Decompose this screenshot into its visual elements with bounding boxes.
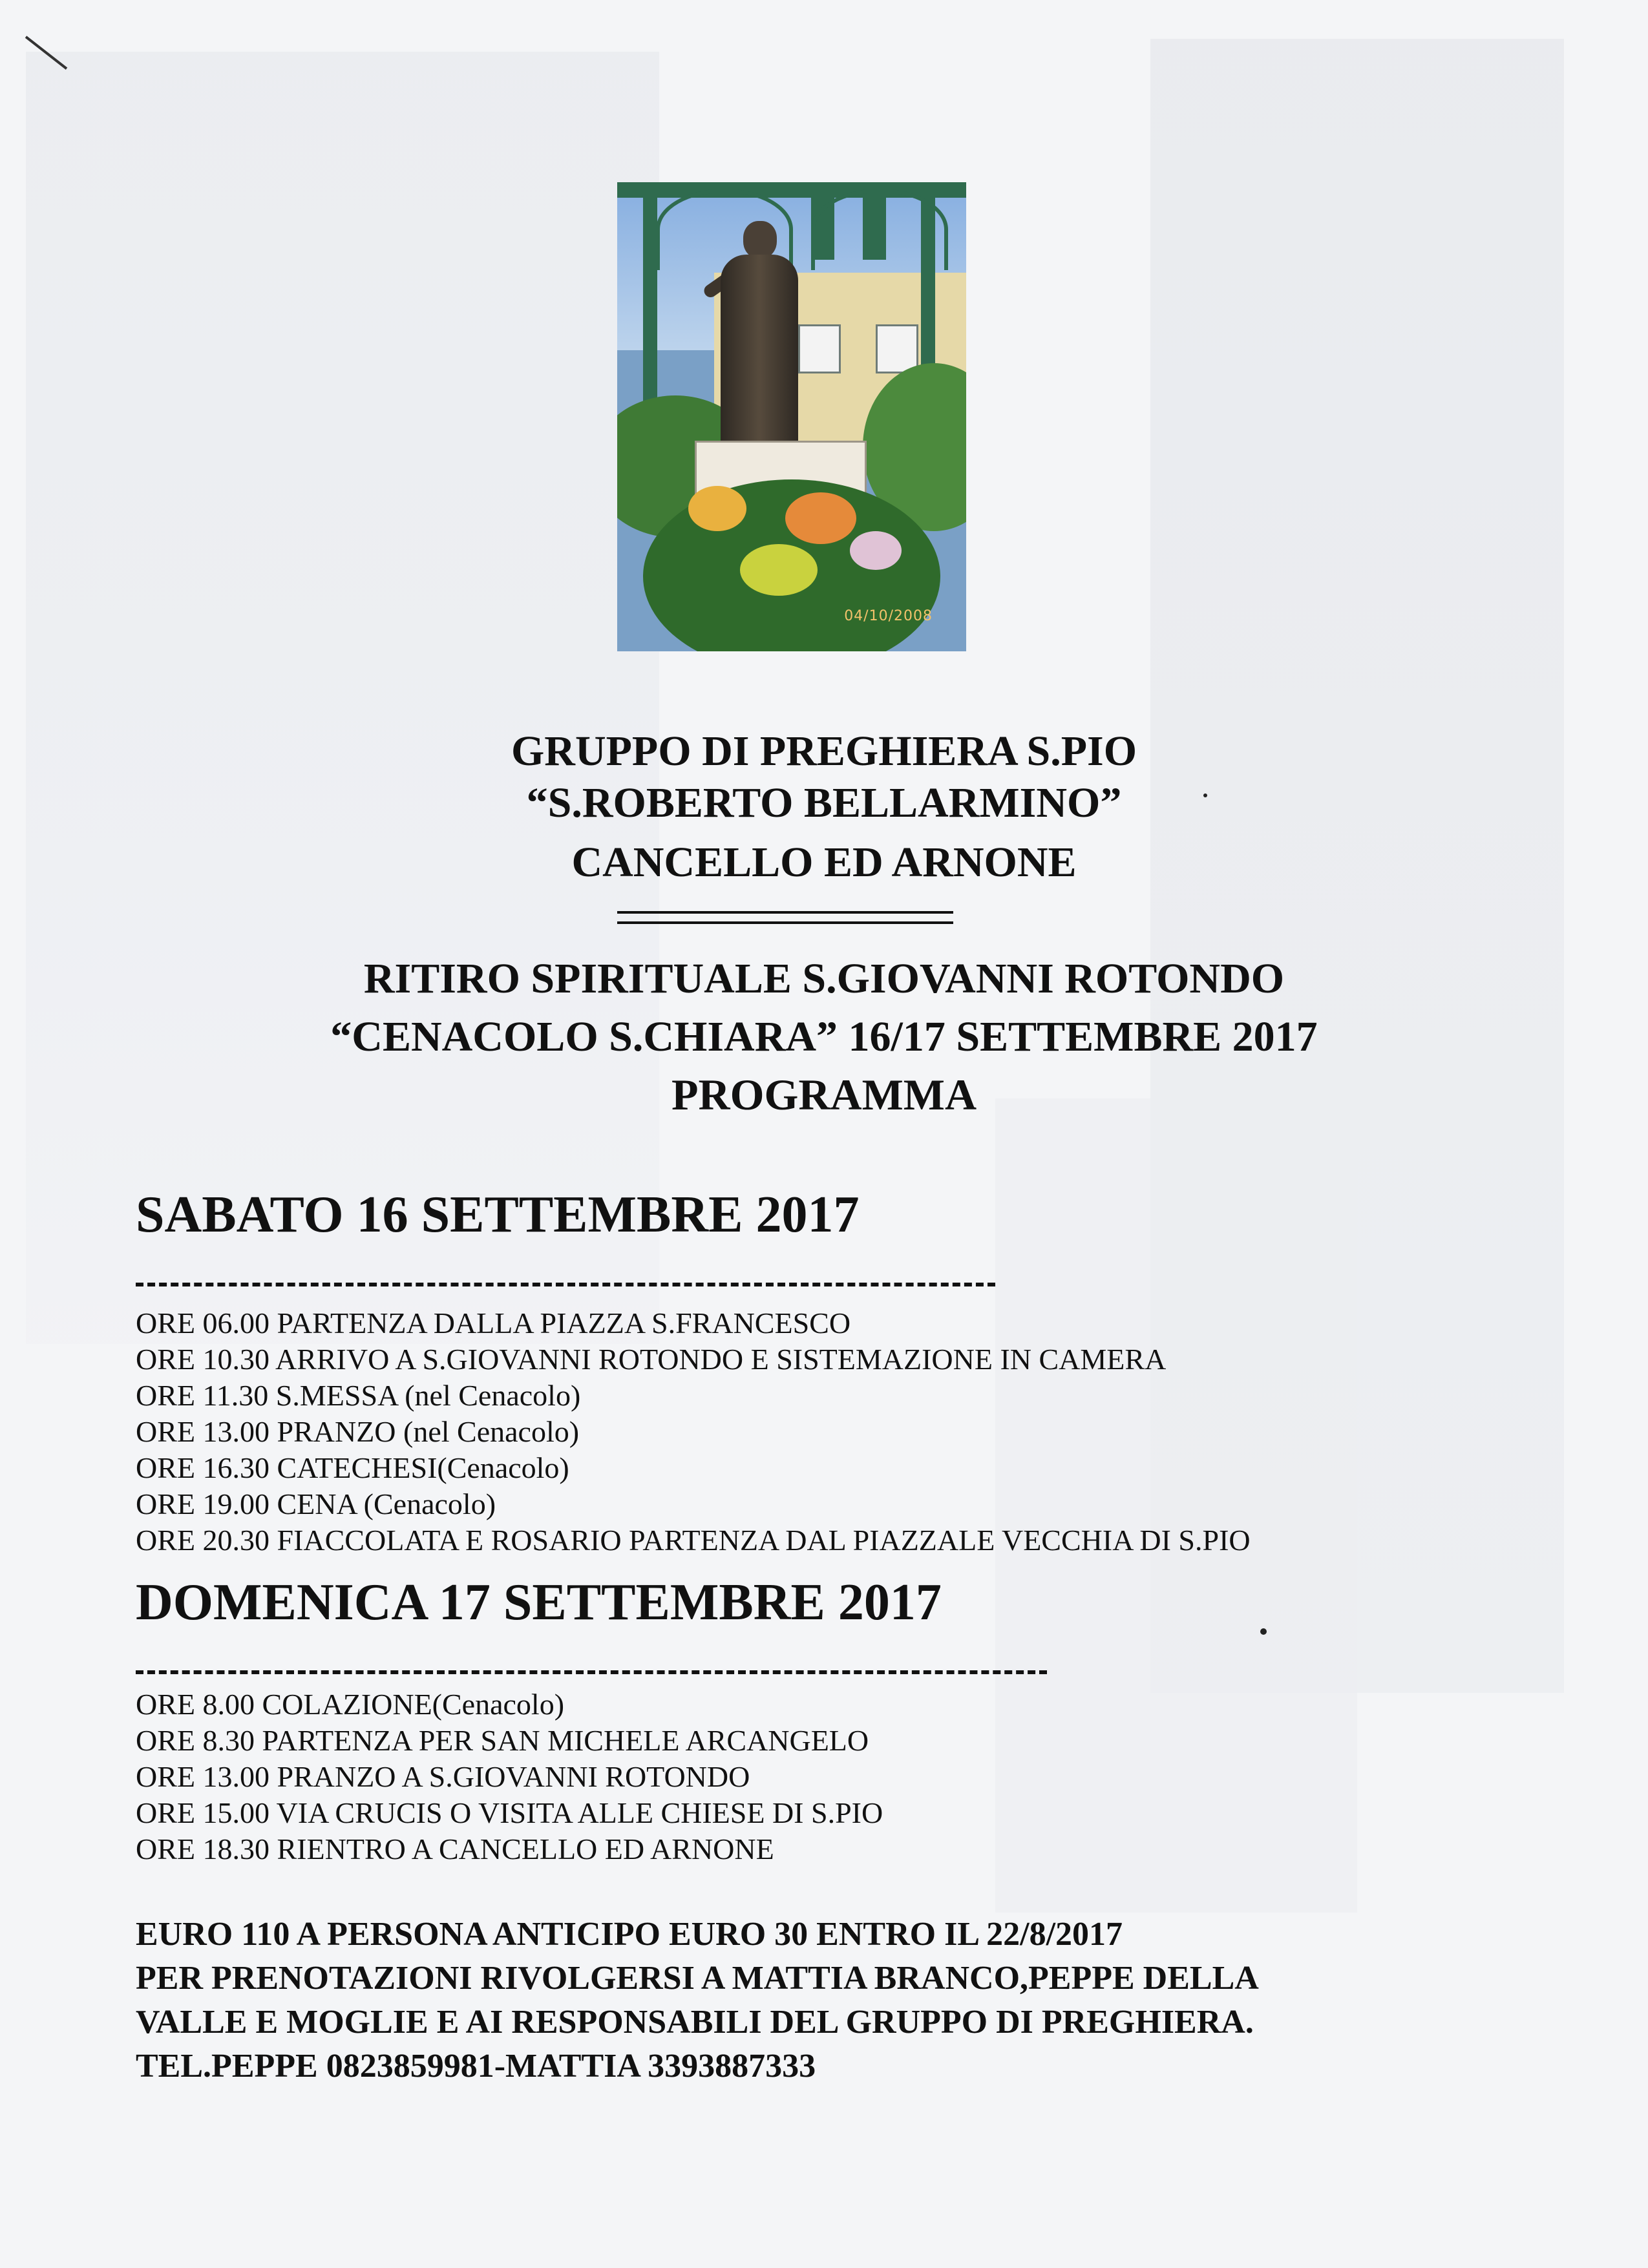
sunday-heading: DOMENICA 17 SETTEMBRE 2017: [136, 1574, 942, 1631]
booking-line: PER PRENOTAZIONI RIVOLGERSI A MATTIA BRANCO,PEPPE DELLA: [136, 1960, 1259, 1997]
schedule-item: ORE 10.30 ARRIVO A S.GIOVANNI ROTONDO E SISTEMAZIONE IN CAMERA: [136, 1343, 1167, 1376]
schedule-item: ORE 8.00 COLAZIONE(Cenacolo): [136, 1688, 565, 1721]
dashed-divider: [136, 1670, 1047, 1674]
schedule-item: ORE 8.30 PARTENZA PER SAN MICHELE ARCANGELO: [136, 1724, 869, 1757]
schedule-item: ORE 13.00 PRANZO A S.GIOVANNI ROTONDO: [136, 1760, 750, 1793]
ink-speck: [1260, 1628, 1267, 1635]
event-venue-dates: “CENACOLO S.CHIARA” 16/17 SETTEMBRE 2017: [330, 1013, 1318, 1060]
schedule-item: ORE 15.00 VIA CRUCIS O VISITA ALLE CHIESE DI S.PIO: [136, 1796, 883, 1829]
sunday-schedule: [136, 1686, 883, 1867]
event-title: RITIRO SPIRITUALE S.GIOVANNI ROTONDO: [363, 955, 1285, 1002]
dashed-divider: [136, 1283, 995, 1286]
group-name: GRUPPO DI PREGHIERA S.PIO: [511, 728, 1137, 775]
background-watermark-left: [26, 52, 659, 1344]
padre-pio-statue-photo: [617, 182, 966, 651]
group-subtitle: “S.ROBERTO BELLARMINO”: [526, 779, 1122, 826]
schedule-item: ORE 18.30 RIENTRO A CANCELLO ED ARNONE: [136, 1832, 774, 1865]
phone-contacts: TEL.PEPPE 0823859981-MATTIA 3393887333: [136, 2048, 816, 2084]
saturday-schedule: [136, 1305, 1251, 1559]
schedule-item: ORE 16.30 CATECHESI(Cenacolo): [136, 1451, 569, 1484]
schedule-item: ORE 06.00 PARTENZA DALLA PIAZZA S.FRANCESCO: [136, 1307, 851, 1339]
schedule-item: ORE 20.30 FIACCOLATA E ROSARIO PARTENZA DAL PIAZZALE VECCHIA DI S.PIO: [136, 1524, 1251, 1557]
photo-date-stamp: 04/10/2008: [844, 608, 933, 624]
booking-info: [136, 1913, 1259, 2088]
saturday-heading: SABATO 16 SETTEMBRE 2017: [136, 1186, 860, 1243]
price-line: EURO 110 A PERSONA ANTICIPO EURO 30 ENTRO IL 22/8/2017: [136, 1916, 1123, 1953]
group-location: CANCELLO ED ARNONE: [571, 839, 1077, 886]
schedule-item: ORE 11.30 S.MESSA (nel Cenacolo): [136, 1379, 581, 1412]
schedule-item: ORE 19.00 CENA (Cenacolo): [136, 1487, 496, 1520]
schedule-item: ORE 13.00 PRANZO (nel Cenacolo): [136, 1415, 580, 1448]
double-rule-divider: [617, 911, 953, 924]
programme-heading: PROGRAMMA: [671, 1070, 977, 1119]
booking-line-contd: VALLE E MOGLIE E AI RESPONSABILI DEL GRUPPO DI PREGHIERA.: [136, 2004, 1254, 2041]
